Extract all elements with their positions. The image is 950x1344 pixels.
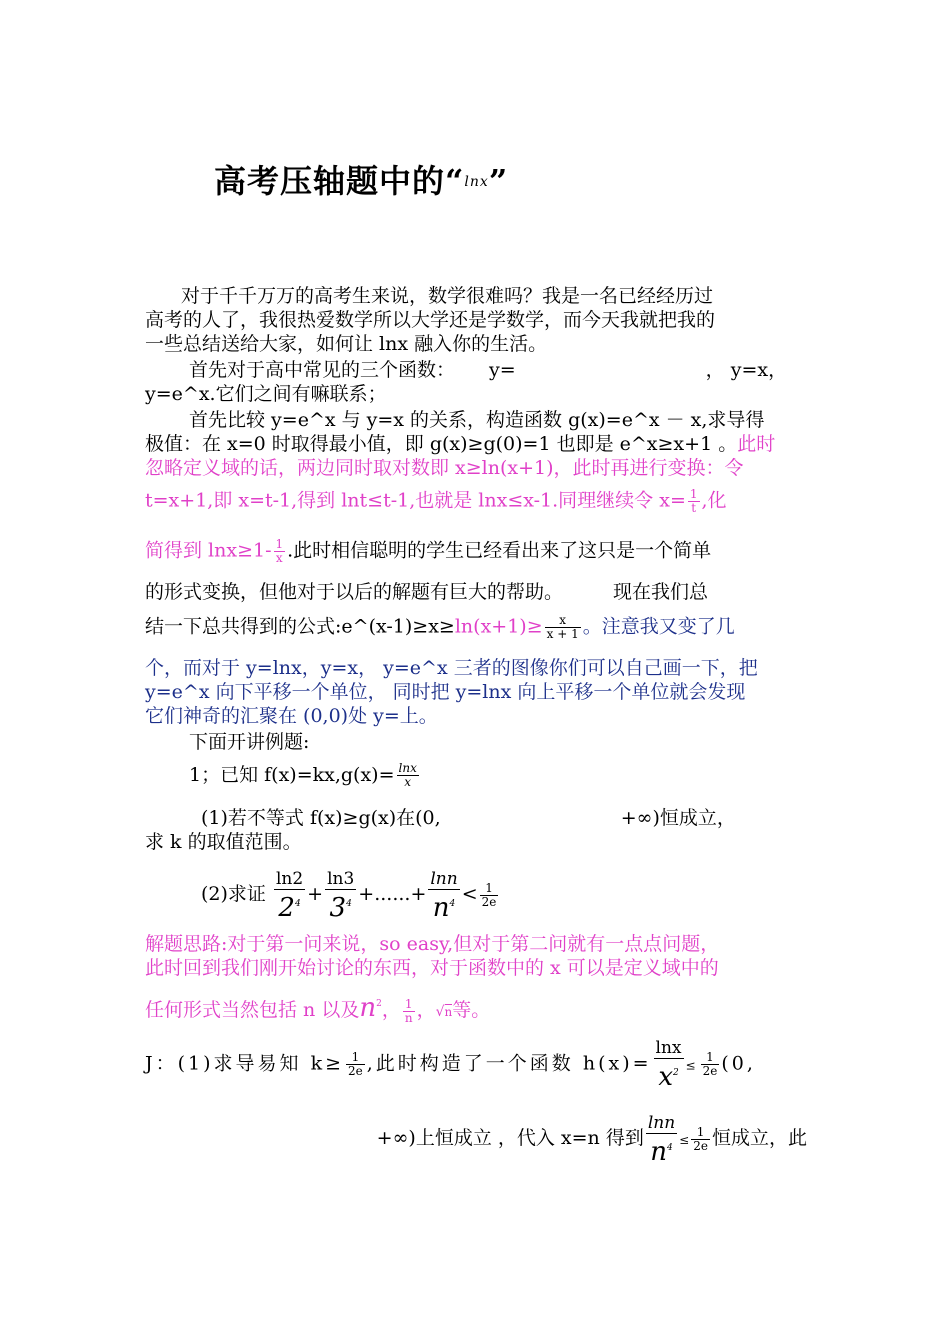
hint-line1: 解题思路:对于第一问来说，so easy,但对于第二问就有一点点问题， <box>145 933 720 955</box>
example-1-part2: (2)求证 $\frac{\ln 2}{2^4}$ + $\frac{\ln 3}{3^4}$ +......+ $\frac{\ln n}{n^4}$ < $\frac{1}{2e}$ <box>201 868 497 923</box>
fraction-lnx-over-x: $\frac{\ln x}{x}$ <box>398 761 417 789</box>
fraction-lnn-over-n-pow-4: $\frac{\ln n}{n^4}$ <box>430 868 458 923</box>
para3-line5: 简得到 lnx≥1- $\frac{1}{x}$ .此时相信聪明的学生已经看出来了这只是一个简单 <box>145 537 712 565</box>
para3-line1: 首先比较 y=e^x 与 y=x 的关系，构造函数 g(x)=e^x － x,求导得 <box>189 409 765 431</box>
example-1-part1-cont: 求 k 的取值范围。 <box>145 831 302 853</box>
example-1-statement: 1；已知 f(x)=kx,g(x)= $\frac{\ln x}{x}$ <box>189 761 417 789</box>
hint-line3: 任何形式当然包括 n 以及$n^2$， $\frac{1}{n}$ ，√n等。 <box>145 993 491 1025</box>
fraction-1-over-2e-sol: $\frac{1}{2e}$ <box>693 1124 708 1153</box>
fraction-x-over-x-plus-1: $\frac{x}{x + 1}$ <box>546 613 579 641</box>
para3-line6: 的形式变换，但他对于以后的解题有巨大的帮助。 现在我们总 <box>145 581 709 603</box>
para2-line2: y=e^x.它们之间有嘛联系； <box>145 383 387 405</box>
page-title: 高考压轴题中的“lnx” <box>214 162 509 200</box>
para1-line2: 高考的人了，我很热爱数学所以大学还是学数学，而今天我就把我的 <box>145 309 716 331</box>
fraction-lnn-over-n-pow-4-sol: $\frac{\ln n}{n^4}$ <box>647 1112 676 1167</box>
para3-line4: t=x+1,即 x=t-1,得到 lnt≤t-1,也就是 lnx≤x-1.同理继续令 x= $\frac{1}{t}$ ,化 <box>145 487 727 515</box>
examples-intro: 下面开讲例题: <box>189 731 310 753</box>
fraction-1-over-x: $\frac{1}{x}$ <box>275 537 284 565</box>
title-lnx: lnx <box>464 174 489 190</box>
solution-line2: +∞)上恒成立 ，代入 x=n 得到 $\frac{\ln n}{n^4}$ ≤ $\frac{1}{2e}$ 恒成立，此 <box>376 1112 807 1167</box>
hint-line2: 此时回到我们刚开始讨论的东西，对于函数中的 x 可以是定义域中的 <box>145 957 719 979</box>
solution-line1: J：(1)求导易知 k≥ $\frac{1}{2e}$ ,此时构造了一个函数 h(x)= $\frac{\ln x}{x^2}$ ≤ $\frac{1}{2e}$ (0, <box>145 1038 756 1092</box>
para1-line3: 一些总结送给大家，如何让 lnx 融入你的生活。 <box>145 333 548 355</box>
example-1-part1: (1)若不等式 f(x)≥g(x)在(0, +∞)恒成立， <box>201 807 736 829</box>
para3-line3: 忽略定义域的话，两边同时取对数即 x≥ln(x+1)，此时再进行变换：令 <box>145 457 744 479</box>
fraction-1-over-2e-h: $\frac{1}{2e}$ <box>702 1050 718 1078</box>
fraction-ln3-over-3-pow-4: $\frac{\ln 3}{3^4}$ <box>327 868 355 923</box>
para2-line1: 首先对于高中常见的三个函数： y= ， y=x， <box>189 359 788 381</box>
fraction-1-over-2e: $\frac{1}{2e}$ <box>481 880 497 909</box>
para3-line7: 结一下总共得到的公式:e^(x-1)≥x≥ln(x+1)≥ $\frac{x}{x + 1}$ 。注意我又变了几 <box>145 613 735 641</box>
fraction-1-over-t: $\frac{1}{t}$ <box>689 487 698 515</box>
para1-line1: 对于千千万万的高考生来说，数学很难吗？我是一名已经经历过 <box>181 285 714 307</box>
fraction-1-over-2e-k: $\frac{1}{2e}$ <box>348 1050 363 1078</box>
fraction-lnx-over-x-squared: $\frac{\ln x}{x^2}$ <box>655 1038 682 1092</box>
para3-line9: y=e^x 向下平移一个单位， 同时把 y=lnx 向上平移一个单位就会发现 <box>145 681 746 703</box>
para3-line8: 个，而对于 y=lnx，y=x， y=e^x 三者的图像你们可以自己画一下，把 <box>145 657 758 679</box>
para3-line2: 极值：在 x=0 时取得最小值，即 g(x)≥g(0)=1 也即是 e^x≥x+1 。此时 <box>145 433 776 455</box>
sqrt-n: √n <box>435 1004 453 1020</box>
fraction-ln2-over-2-pow-4: $\frac{\ln 2}{2^4}$ <box>275 868 304 923</box>
para3-line10: 它们神奇的汇聚在 (0,0)处 y=上。 <box>145 705 438 727</box>
fraction-1-over-n: $\frac{1}{n}$ <box>404 996 413 1025</box>
